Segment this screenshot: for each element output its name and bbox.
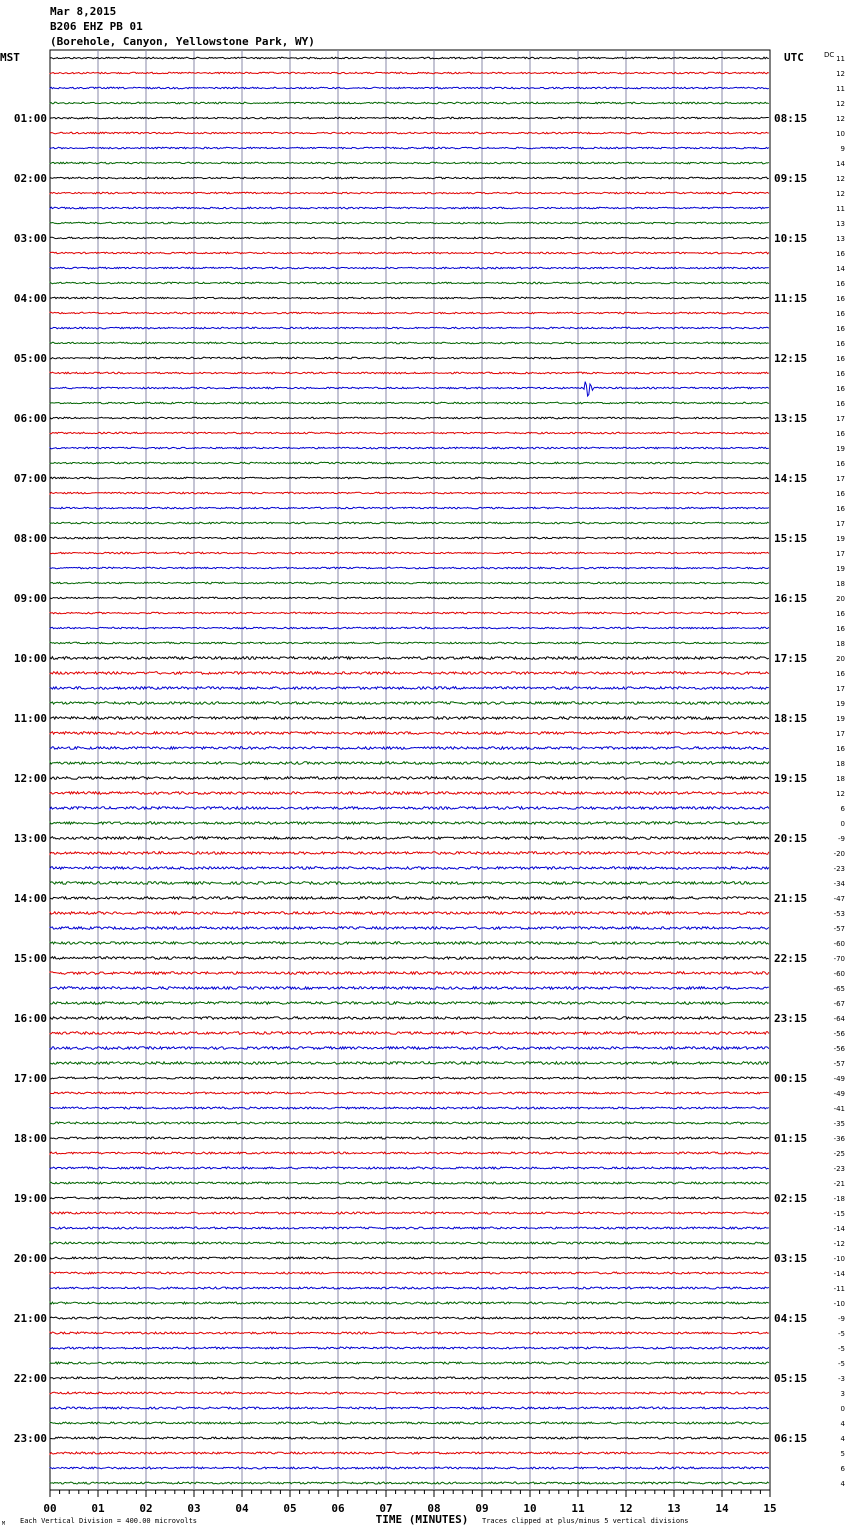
- dc-offset-value: 20: [836, 655, 845, 663]
- dc-offset-value: -70: [833, 955, 845, 963]
- dc-offset-value: 17: [836, 730, 845, 738]
- dc-offset-value: -3: [838, 1375, 845, 1383]
- seismic-trace: [50, 507, 769, 509]
- dc-offset-value: -56: [833, 1030, 845, 1038]
- x-tick-label: 15: [763, 1502, 777, 1515]
- dc-offset-value: -5: [838, 1345, 845, 1353]
- seismic-trace: [50, 72, 769, 74]
- seismic-trace: [50, 192, 769, 194]
- dc-offset-value: 11: [836, 55, 845, 63]
- seismic-trace: [50, 57, 769, 59]
- seismic-trace: [50, 1272, 769, 1274]
- left-hour-label: 14:00: [13, 892, 47, 905]
- seismic-trace: [50, 372, 769, 374]
- seismic-trace: [50, 1407, 769, 1409]
- seismic-trace: [50, 1467, 769, 1469]
- dc-offset-value: 11: [836, 205, 845, 213]
- seismic-trace: [50, 687, 769, 690]
- seismic-trace: [50, 777, 769, 780]
- dc-offset-value: -14: [833, 1270, 845, 1278]
- seismic-trace: [50, 1107, 769, 1109]
- seismic-trace: [50, 972, 769, 975]
- right-hour-label: 17:15: [774, 652, 808, 665]
- seismic-trace: [50, 852, 769, 855]
- x-tick-label: 01: [91, 1502, 105, 1515]
- dc-offset-value: 17: [836, 475, 845, 483]
- dc-offset-value: -36: [833, 1135, 845, 1143]
- seismic-trace: [50, 1092, 769, 1094]
- dc-offset-value: 16: [836, 385, 845, 393]
- seismic-trace: [50, 702, 769, 705]
- right-hour-label: 23:15: [774, 1012, 808, 1025]
- dc-offset-value: 13: [836, 220, 845, 228]
- dc-offset-value: -18: [833, 1195, 845, 1203]
- x-axis-title: TIME (MINUTES): [375, 1513, 469, 1526]
- seismic-trace: [50, 267, 769, 269]
- seismic-trace: [50, 567, 769, 569]
- dc-offset-value: -53: [833, 910, 845, 918]
- seismic-trace: [50, 522, 769, 524]
- seismic-trace: [50, 222, 769, 224]
- dc-offset-value: 16: [836, 610, 845, 618]
- dc-offset-value: -10: [833, 1255, 845, 1263]
- dc-offset-value: -56: [833, 1045, 845, 1053]
- dc-offset-value: 5: [840, 1450, 845, 1458]
- seismic-trace: [50, 957, 769, 960]
- dc-offset-value: 18: [836, 775, 845, 783]
- left-hour-label: 05:00: [13, 352, 47, 365]
- seismic-trace: [50, 552, 769, 554]
- dc-offset-value: -47: [833, 895, 845, 903]
- dc-offset-value: 3: [840, 1390, 845, 1398]
- dc-offset-value: -34: [833, 880, 845, 888]
- right-hour-label: 08:15: [774, 112, 808, 125]
- right-hour-label: 11:15: [774, 292, 808, 305]
- seismic-trace: [50, 207, 769, 209]
- dc-offset-value: -60: [833, 940, 845, 948]
- dc-offset-value: 16: [836, 295, 845, 303]
- seismic-trace: [50, 1302, 769, 1304]
- plot-location: (Borehole, Canyon, Yellowstone Park, WY): [50, 35, 315, 48]
- left-hour-label: 15:00: [13, 952, 47, 965]
- left-hour-label: 11:00: [13, 712, 47, 725]
- left-hour-label: 01:00: [13, 112, 47, 125]
- dc-offset-value: -5: [838, 1360, 845, 1368]
- dc-offset-value: 16: [836, 430, 845, 438]
- seismic-trace: [50, 837, 769, 840]
- seismic-trace: [50, 402, 769, 404]
- right-hour-label: 21:15: [774, 892, 808, 905]
- seismic-trace: [50, 1062, 769, 1065]
- dc-offset-value: 19: [836, 700, 845, 708]
- seismic-trace: [50, 747, 769, 750]
- seismic-trace: [50, 642, 769, 644]
- dc-offset-value: 16: [836, 670, 845, 678]
- left-hour-label: 17:00: [13, 1072, 47, 1085]
- dc-offset-value: 0: [840, 820, 845, 828]
- dc-offset-value: 9: [840, 145, 845, 153]
- x-tick-label: 13: [667, 1502, 681, 1515]
- dc-offset-value: 4: [840, 1420, 845, 1428]
- seismic-trace: [50, 297, 769, 299]
- dc-offset-value: 17: [836, 685, 845, 693]
- dc-offset-value: -41: [833, 1105, 845, 1113]
- left-hour-label: 19:00: [13, 1192, 47, 1205]
- seismic-trace: [50, 657, 769, 660]
- dc-offset-value: 16: [836, 490, 845, 498]
- dc-offset-value: -21: [833, 1180, 845, 1188]
- dc-offset-value: 20: [836, 595, 845, 603]
- seismic-trace: [50, 87, 769, 89]
- dc-label: DC: [824, 51, 835, 59]
- seismic-trace: [50, 1227, 769, 1229]
- right-hour-label: 06:15: [774, 1432, 808, 1445]
- seismic-trace: [50, 492, 769, 494]
- right-hour-label: 01:15: [774, 1132, 808, 1145]
- left-hour-label: 20:00: [13, 1252, 47, 1265]
- dc-offset-value: 16: [836, 250, 845, 258]
- seismic-trace: [50, 822, 769, 825]
- x-tick-label: 05: [283, 1502, 297, 1515]
- left-hour-label: 09:00: [13, 592, 47, 605]
- dc-offset-value: 6: [840, 805, 845, 813]
- seismic-trace: [50, 177, 769, 179]
- x-tick-label: 07: [379, 1502, 393, 1515]
- dc-offset-value: 16: [836, 355, 845, 363]
- seismic-trace: [50, 1197, 769, 1199]
- seismic-trace: [50, 582, 769, 584]
- footer-scale-note: Each Vertical Division = 400.00 microvolts: [20, 1517, 198, 1525]
- x-tick-label: 00: [43, 1502, 57, 1515]
- left-hour-label: 03:00: [13, 232, 47, 245]
- dc-offset-value: 18: [836, 760, 845, 768]
- footer-corner-mark: M: [2, 1521, 6, 1527]
- dc-offset-value: 16: [836, 280, 845, 288]
- dc-offset-value: -20: [833, 850, 845, 858]
- seismic-trace: [50, 1332, 769, 1334]
- dc-offset-value: -5: [838, 1330, 845, 1338]
- seismic-trace: [50, 672, 769, 675]
- footer-clip-note: Traces clipped at plus/minus 5 vertical divisions: [482, 1517, 689, 1525]
- seismic-trace: [50, 792, 769, 795]
- left-hour-label: 21:00: [13, 1312, 47, 1325]
- dc-offset-value: 16: [836, 745, 845, 753]
- dc-offset-value: -67: [833, 1000, 845, 1008]
- seismic-trace: [50, 462, 769, 464]
- dc-offset-value: -11: [833, 1285, 845, 1293]
- dc-offset-value: 12: [836, 70, 845, 78]
- dc-offset-value: 13: [836, 235, 845, 243]
- seismic-trace: [50, 1242, 769, 1244]
- dc-offset-value: -9: [838, 835, 845, 843]
- seismic-trace: [50, 477, 769, 479]
- dc-offset-value: 18: [836, 580, 845, 588]
- seismic-trace: [50, 807, 769, 810]
- left-tz-label: MST: [0, 51, 20, 64]
- dc-offset-value: -9: [838, 1315, 845, 1323]
- seismic-trace: [50, 597, 769, 599]
- x-tick-label: 06: [331, 1502, 345, 1515]
- seismic-trace: [50, 1032, 769, 1035]
- seismic-trace: [50, 147, 769, 149]
- seismic-trace: [50, 162, 769, 164]
- dc-offset-value: -57: [833, 925, 845, 933]
- left-hour-label: 23:00: [13, 1432, 47, 1445]
- right-hour-label: 16:15: [774, 592, 808, 605]
- right-hour-label: 20:15: [774, 832, 808, 845]
- seismic-trace: [50, 612, 769, 614]
- seismic-trace: [50, 717, 769, 720]
- left-hour-label: 12:00: [13, 772, 47, 785]
- seismic-trace: [50, 132, 769, 134]
- dc-offset-value: 0: [840, 1405, 845, 1413]
- dc-offset-value: -14: [833, 1225, 845, 1233]
- dc-offset-value: 17: [836, 520, 845, 528]
- dc-offset-value: 17: [836, 415, 845, 423]
- seismic-trace: [50, 1422, 769, 1424]
- dc-offset-value: 12: [836, 790, 845, 798]
- dc-offset-value: 19: [836, 715, 845, 723]
- seismic-trace: [50, 1392, 769, 1394]
- seismic-trace: [50, 282, 769, 284]
- dc-offset-value: -10: [833, 1300, 845, 1308]
- seismic-trace: [50, 627, 769, 629]
- x-tick-label: 14: [715, 1502, 729, 1515]
- dc-offset-value: 12: [836, 190, 845, 198]
- left-hour-label: 07:00: [13, 472, 47, 485]
- dc-offset-value: -35: [833, 1120, 845, 1128]
- x-tick-label: 04: [235, 1502, 249, 1515]
- seismic-trace: [50, 537, 769, 539]
- dc-offset-value: -12: [833, 1240, 845, 1248]
- seismic-trace: [50, 762, 769, 765]
- dc-offset-value: 12: [836, 115, 845, 123]
- seismic-trace: [50, 1362, 769, 1364]
- seismic-trace: [50, 1317, 769, 1319]
- left-hour-label: 13:00: [13, 832, 47, 845]
- dc-offset-value: 14: [836, 265, 845, 273]
- right-hour-label: 18:15: [774, 712, 808, 725]
- left-hour-label: 08:00: [13, 532, 47, 545]
- seismic-trace: [50, 237, 769, 239]
- dc-offset-value: 17: [836, 550, 845, 558]
- seismic-trace: [50, 1137, 769, 1139]
- seismic-trace: [50, 1047, 769, 1050]
- right-hour-label: 19:15: [774, 772, 808, 785]
- seismic-trace: [50, 1077, 769, 1079]
- dc-offset-value: 18: [836, 640, 845, 648]
- right-hour-label: 04:15: [774, 1312, 808, 1325]
- right-hour-label: 00:15: [774, 1072, 808, 1085]
- seismic-trace: [50, 117, 769, 119]
- dc-offset-value: 4: [840, 1480, 845, 1488]
- seismic-trace: [50, 1347, 769, 1349]
- dc-offset-value: 16: [836, 325, 845, 333]
- dc-offset-value: 16: [836, 310, 845, 318]
- right-hour-label: 03:15: [774, 1252, 808, 1265]
- dc-offset-value: -57: [833, 1060, 845, 1068]
- seismic-trace: [50, 987, 769, 990]
- dc-offset-value: 12: [836, 175, 845, 183]
- right-hour-label: 05:15: [774, 1372, 808, 1385]
- right-hour-label: 10:15: [774, 232, 808, 245]
- dc-offset-value: -60: [833, 970, 845, 978]
- dc-offset-value: 6: [840, 1465, 845, 1473]
- dc-offset-value: -49: [833, 1090, 845, 1098]
- x-tick-label: 03: [187, 1502, 201, 1515]
- left-hour-label: 10:00: [13, 652, 47, 665]
- seismic-trace: [50, 1182, 769, 1184]
- dc-offset-value: 16: [836, 625, 845, 633]
- seismic-trace: [50, 102, 769, 104]
- dc-offset-value: 19: [836, 535, 845, 543]
- dc-offset-value: 19: [836, 565, 845, 573]
- seismic-trace: [50, 1287, 769, 1289]
- left-hour-label: 16:00: [13, 1012, 47, 1025]
- dc-offset-value: 16: [836, 400, 845, 408]
- dc-offset-value: 16: [836, 505, 845, 513]
- dc-offset-value: -64: [833, 1015, 845, 1023]
- seismic-trace: [50, 1452, 769, 1454]
- seismic-trace: [50, 732, 769, 735]
- x-tick-label: 02: [139, 1502, 153, 1515]
- right-hour-label: 02:15: [774, 1192, 808, 1205]
- seismic-trace: [50, 252, 769, 254]
- plot-station: B206 EHZ PB 01: [50, 20, 143, 33]
- seismic-trace: [50, 882, 769, 885]
- dc-offset-value: -23: [833, 1165, 845, 1173]
- x-tick-label: 10: [523, 1502, 537, 1515]
- dc-offset-value: -65: [833, 985, 845, 993]
- seismic-trace: [50, 357, 769, 359]
- x-tick-label: 08: [427, 1502, 441, 1515]
- seismic-trace: [50, 327, 769, 329]
- seismic-trace: [50, 312, 769, 314]
- seismic-trace: [50, 912, 769, 915]
- seismic-trace: [50, 897, 769, 900]
- left-hour-label: 06:00: [13, 412, 47, 425]
- seismic-trace: [50, 1167, 769, 1169]
- plot-date: Mar 8,2015: [50, 5, 117, 18]
- seismic-trace: [50, 382, 769, 396]
- dc-offset-value: -49: [833, 1075, 845, 1083]
- seismic-trace: [50, 447, 769, 449]
- seismic-trace: [50, 1377, 769, 1379]
- x-tick-label: 09: [475, 1502, 489, 1515]
- left-hour-label: 04:00: [13, 292, 47, 305]
- seismic-trace: [50, 1122, 769, 1124]
- dc-offset-value: -15: [833, 1210, 845, 1218]
- dc-offset-value: 14: [836, 160, 845, 168]
- dc-offset-value: 19: [836, 445, 845, 453]
- seismic-trace: [50, 942, 769, 945]
- right-hour-label: 22:15: [774, 952, 808, 965]
- left-hour-label: 18:00: [13, 1132, 47, 1145]
- seismic-trace: [50, 342, 769, 344]
- right-hour-label: 15:15: [774, 532, 808, 545]
- dc-offset-value: 10: [836, 130, 845, 138]
- right-hour-label: 12:15: [774, 352, 808, 365]
- x-tick-label: 11: [571, 1502, 585, 1515]
- seismic-trace: [50, 1017, 769, 1020]
- right-hour-label: 14:15: [774, 472, 808, 485]
- seismic-trace: [50, 1212, 769, 1214]
- dc-offset-value: 16: [836, 340, 845, 348]
- right-hour-label: 09:15: [774, 172, 808, 185]
- left-hour-label: 22:00: [13, 1372, 47, 1385]
- seismic-trace: [50, 432, 769, 434]
- dc-offset-value: 4: [840, 1435, 845, 1443]
- seismic-trace: [50, 417, 769, 419]
- dc-offset-value: 11: [836, 85, 845, 93]
- left-hour-label: 02:00: [13, 172, 47, 185]
- dc-offset-value: 12: [836, 100, 845, 108]
- right-hour-label: 13:15: [774, 412, 808, 425]
- seismic-trace: [50, 1002, 769, 1005]
- dc-offset-value: -25: [833, 1150, 845, 1158]
- seismic-trace: [50, 867, 769, 870]
- seismic-trace: [50, 1257, 769, 1259]
- dc-offset-value: 16: [836, 460, 845, 468]
- dc-offset-value: -23: [833, 865, 845, 873]
- seismic-trace: [50, 1152, 769, 1154]
- x-tick-label: 12: [619, 1502, 633, 1515]
- seismic-trace: [50, 1437, 769, 1439]
- dc-offset-value: 16: [836, 370, 845, 378]
- seismic-trace: [50, 1482, 769, 1484]
- seismic-trace: [50, 927, 769, 930]
- right-tz-label: UTC: [784, 51, 804, 64]
